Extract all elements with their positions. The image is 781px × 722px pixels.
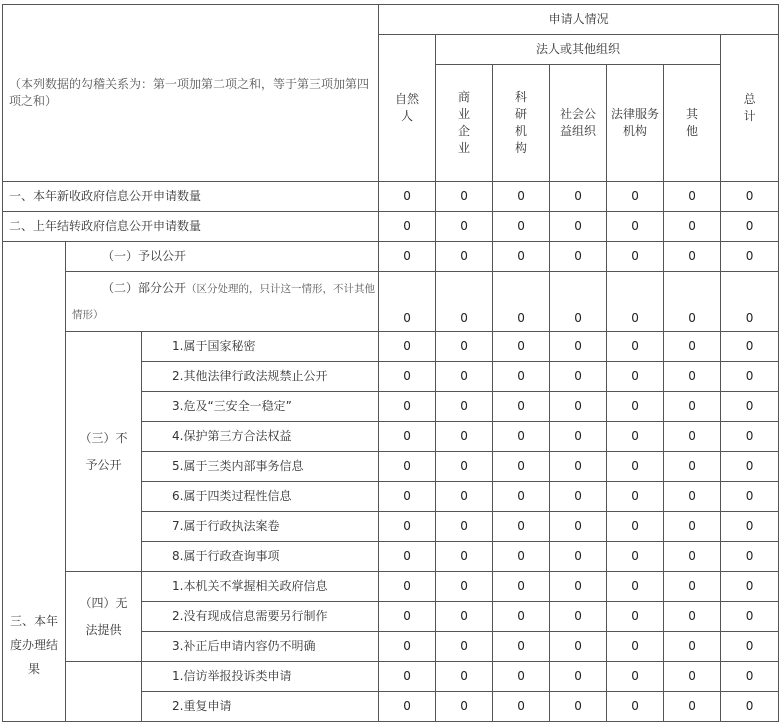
value-cell: 0	[664, 482, 721, 512]
value-cell: 0	[379, 212, 436, 242]
value-cell: 0	[664, 182, 721, 212]
value-cell: 0	[607, 242, 664, 272]
value-cell: 0	[664, 602, 721, 632]
value-cell: 0	[493, 212, 550, 242]
value-cell: 0	[721, 542, 779, 572]
other-handling-label-cell	[66, 662, 142, 722]
value-cell: 0	[379, 632, 436, 662]
value-cell: 0	[436, 632, 493, 662]
value-cell: 0	[664, 392, 721, 422]
value-cell: 0	[607, 362, 664, 392]
value-cell: 0	[493, 362, 550, 392]
value-cell: 0	[664, 632, 721, 662]
value-cell: 0	[607, 542, 664, 572]
value-cell: 0	[493, 332, 550, 362]
value-cell: 0	[607, 272, 664, 332]
value-cell: 0	[721, 692, 779, 722]
value-cell: 0	[721, 212, 779, 242]
header-row-1	[3, 5, 779, 35]
row-new-applications-label: 一、本年新收政府信息公开申请数量	[3, 182, 379, 212]
value-cell: 0	[493, 242, 550, 272]
value-cell: 0	[607, 392, 664, 422]
value-cell: 0	[493, 512, 550, 542]
value-cell: 0	[436, 452, 493, 482]
value-cell: 0	[664, 662, 721, 692]
value-cell: 0	[379, 692, 436, 722]
value-cell: 0	[721, 662, 779, 692]
value-cell: 0	[721, 422, 779, 452]
value-cell: 0	[436, 602, 493, 632]
legal-persons-group-header: 法人或其他组织	[436, 35, 721, 65]
value-cell: 0	[607, 572, 664, 602]
value-cell: 0	[664, 362, 721, 392]
sub-item-label: 1.属于国家秘密	[142, 332, 379, 362]
value-cell: 0	[664, 512, 721, 542]
value-cell: 0	[436, 332, 493, 362]
value-cell: 0	[493, 452, 550, 482]
value-cell: 0	[721, 242, 779, 272]
value-cell: 0	[607, 692, 664, 722]
value-cell: 0	[379, 662, 436, 692]
value-cell: 0	[721, 452, 779, 482]
col-business	[436, 65, 493, 182]
value-cell: 0	[379, 332, 436, 362]
value-cell: 0	[436, 212, 493, 242]
value-cell: 0	[379, 362, 436, 392]
sub-item-label: 2.没有现成信息需要另行制作	[142, 602, 379, 632]
table-row	[3, 212, 779, 242]
value-cell: 0	[493, 482, 550, 512]
row-partial-disclosure-note: （区分处理的，只计这一情形，不计其他情形）	[72, 283, 376, 321]
table-row	[3, 182, 779, 212]
value-cell: 0	[721, 632, 779, 662]
col-natural-person-text: 自然人	[395, 92, 420, 123]
col-business-text: 商业企业	[458, 90, 471, 155]
value-cell: 0	[721, 362, 779, 392]
col-research-text: 科研机构	[515, 90, 528, 155]
value-cell: 0	[550, 422, 607, 452]
value-cell: 0	[436, 422, 493, 452]
value-cell: 0	[664, 452, 721, 482]
value-cell: 0	[379, 482, 436, 512]
value-cell: 0	[436, 182, 493, 212]
value-cell: 0	[379, 452, 436, 482]
value-cell: 0	[493, 272, 550, 332]
table-row	[3, 662, 779, 692]
value-cell: 0	[607, 512, 664, 542]
value-cell: 0	[493, 542, 550, 572]
col-total-text: 总计	[743, 92, 756, 123]
table-row	[3, 332, 779, 362]
value-cell: 0	[550, 452, 607, 482]
value-cell: 0	[550, 692, 607, 722]
value-cell: 0	[436, 242, 493, 272]
value-cell: 0	[493, 572, 550, 602]
value-cell: 0	[493, 602, 550, 632]
sub-item-label: 1.信访举报投诉类申请	[142, 662, 379, 692]
col-total	[721, 35, 779, 182]
value-cell: 0	[664, 422, 721, 452]
value-cell: 0	[664, 212, 721, 242]
value-cell: 0	[550, 242, 607, 272]
col-other	[664, 65, 721, 182]
col-legal	[607, 65, 664, 182]
value-cell: 0	[664, 272, 721, 332]
value-cell: 0	[550, 362, 607, 392]
value-cell: 0	[550, 512, 607, 542]
value-cell: 0	[721, 602, 779, 632]
row-carried-over-label: 二、上年结转政府信息公开申请数量	[3, 212, 379, 242]
value-cell: 0	[721, 182, 779, 212]
statistics-table	[2, 4, 779, 722]
sub-item-label: 3.危及“三安全一稳定”	[142, 392, 379, 422]
value-cell: 0	[550, 392, 607, 422]
value-cell: 0	[550, 662, 607, 692]
sub-item-label: 5.属于三类内部事务信息	[142, 452, 379, 482]
value-cell: 0	[607, 602, 664, 632]
value-cell: 0	[607, 332, 664, 362]
value-cell: 0	[379, 392, 436, 422]
table-row	[3, 272, 779, 332]
value-cell: 0	[379, 512, 436, 542]
formula-note: （本列数据的勾稽关系为：第一项加第二项之和，等于第三项加第四项之和）	[3, 5, 379, 182]
value-cell: 0	[493, 662, 550, 692]
value-cell: 0	[607, 632, 664, 662]
value-cell: 0	[379, 242, 436, 272]
row-disclosed-label: （一）予以公开	[66, 242, 379, 272]
row-partial-disclosure-label: （二）部分公开	[102, 281, 187, 296]
sub-item-label: 2.重复申请	[142, 692, 379, 722]
value-cell: 0	[379, 542, 436, 572]
value-cell: 0	[436, 572, 493, 602]
not-disclosed-label-cell	[66, 332, 142, 572]
value-cell: 0	[607, 452, 664, 482]
section3-label-cell	[3, 242, 66, 722]
value-cell: 0	[379, 422, 436, 452]
table-row	[3, 242, 779, 272]
value-cell: 0	[721, 482, 779, 512]
value-cell: 0	[436, 692, 493, 722]
value-cell: 0	[379, 602, 436, 632]
value-cell: 0	[664, 242, 721, 272]
sub-item-label: 7.属于行政执法案卷	[142, 512, 379, 542]
value-cell: 0	[721, 512, 779, 542]
not-disclosed-label: （三）不予公开	[79, 431, 128, 472]
value-cell: 0	[607, 422, 664, 452]
value-cell: 0	[664, 692, 721, 722]
unable-to-provide-label-cell	[66, 572, 142, 662]
col-research	[493, 65, 550, 182]
value-cell: 0	[664, 572, 721, 602]
value-cell: 0	[493, 422, 550, 452]
sub-item-label: 8.属于行政查询事项	[142, 542, 379, 572]
value-cell: 0	[436, 512, 493, 542]
value-cell: 0	[550, 602, 607, 632]
sub-item-label: 3.补正后申请内容仍不明确	[142, 632, 379, 662]
value-cell: 0	[379, 182, 436, 212]
value-cell: 0	[550, 542, 607, 572]
applicant-situation-header: 申请人情况	[379, 5, 779, 35]
row-partial-disclosure-cell	[66, 272, 379, 332]
value-cell: 0	[493, 392, 550, 422]
value-cell: 0	[721, 332, 779, 362]
value-cell: 0	[436, 362, 493, 392]
col-social	[550, 65, 607, 182]
value-cell: 0	[436, 272, 493, 332]
sub-item-label: 1.本机关不掌握相关政府信息	[142, 572, 379, 602]
value-cell: 0	[550, 482, 607, 512]
value-cell: 0	[493, 632, 550, 662]
value-cell: 0	[607, 662, 664, 692]
value-cell: 0	[550, 572, 607, 602]
value-cell: 0	[607, 212, 664, 242]
sub-item-label: 6.属于四类过程性信息	[142, 482, 379, 512]
col-other-text: 其他	[686, 107, 699, 138]
value-cell: 0	[493, 692, 550, 722]
table-row	[3, 572, 779, 602]
value-cell: 0	[664, 332, 721, 362]
value-cell: 0	[550, 632, 607, 662]
value-cell: 0	[607, 482, 664, 512]
value-cell: 0	[664, 542, 721, 572]
section3-label: 三、本年度办理结果	[10, 614, 59, 676]
value-cell: 0	[436, 542, 493, 572]
col-natural-person	[379, 35, 436, 182]
value-cell: 0	[436, 392, 493, 422]
value-cell: 0	[607, 182, 664, 212]
sub-item-label: 4.保护第三方合法权益	[142, 422, 379, 452]
sub-item-label: 2.其他法律行政法规禁止公开	[142, 362, 379, 392]
unable-to-provide-label: （四）无法提供	[79, 596, 128, 637]
value-cell: 0	[436, 662, 493, 692]
value-cell: 0	[721, 272, 779, 332]
value-cell: 0	[550, 332, 607, 362]
value-cell: 0	[379, 572, 436, 602]
value-cell: 0	[493, 182, 550, 212]
value-cell: 0	[550, 212, 607, 242]
col-legal-text: 法律服务机构	[611, 107, 660, 138]
col-social-text: 社会公益组织	[560, 107, 597, 138]
value-cell: 0	[379, 272, 436, 332]
value-cell: 0	[721, 392, 779, 422]
value-cell: 0	[721, 572, 779, 602]
value-cell: 0	[550, 182, 607, 212]
value-cell: 0	[550, 272, 607, 332]
value-cell: 0	[436, 482, 493, 512]
